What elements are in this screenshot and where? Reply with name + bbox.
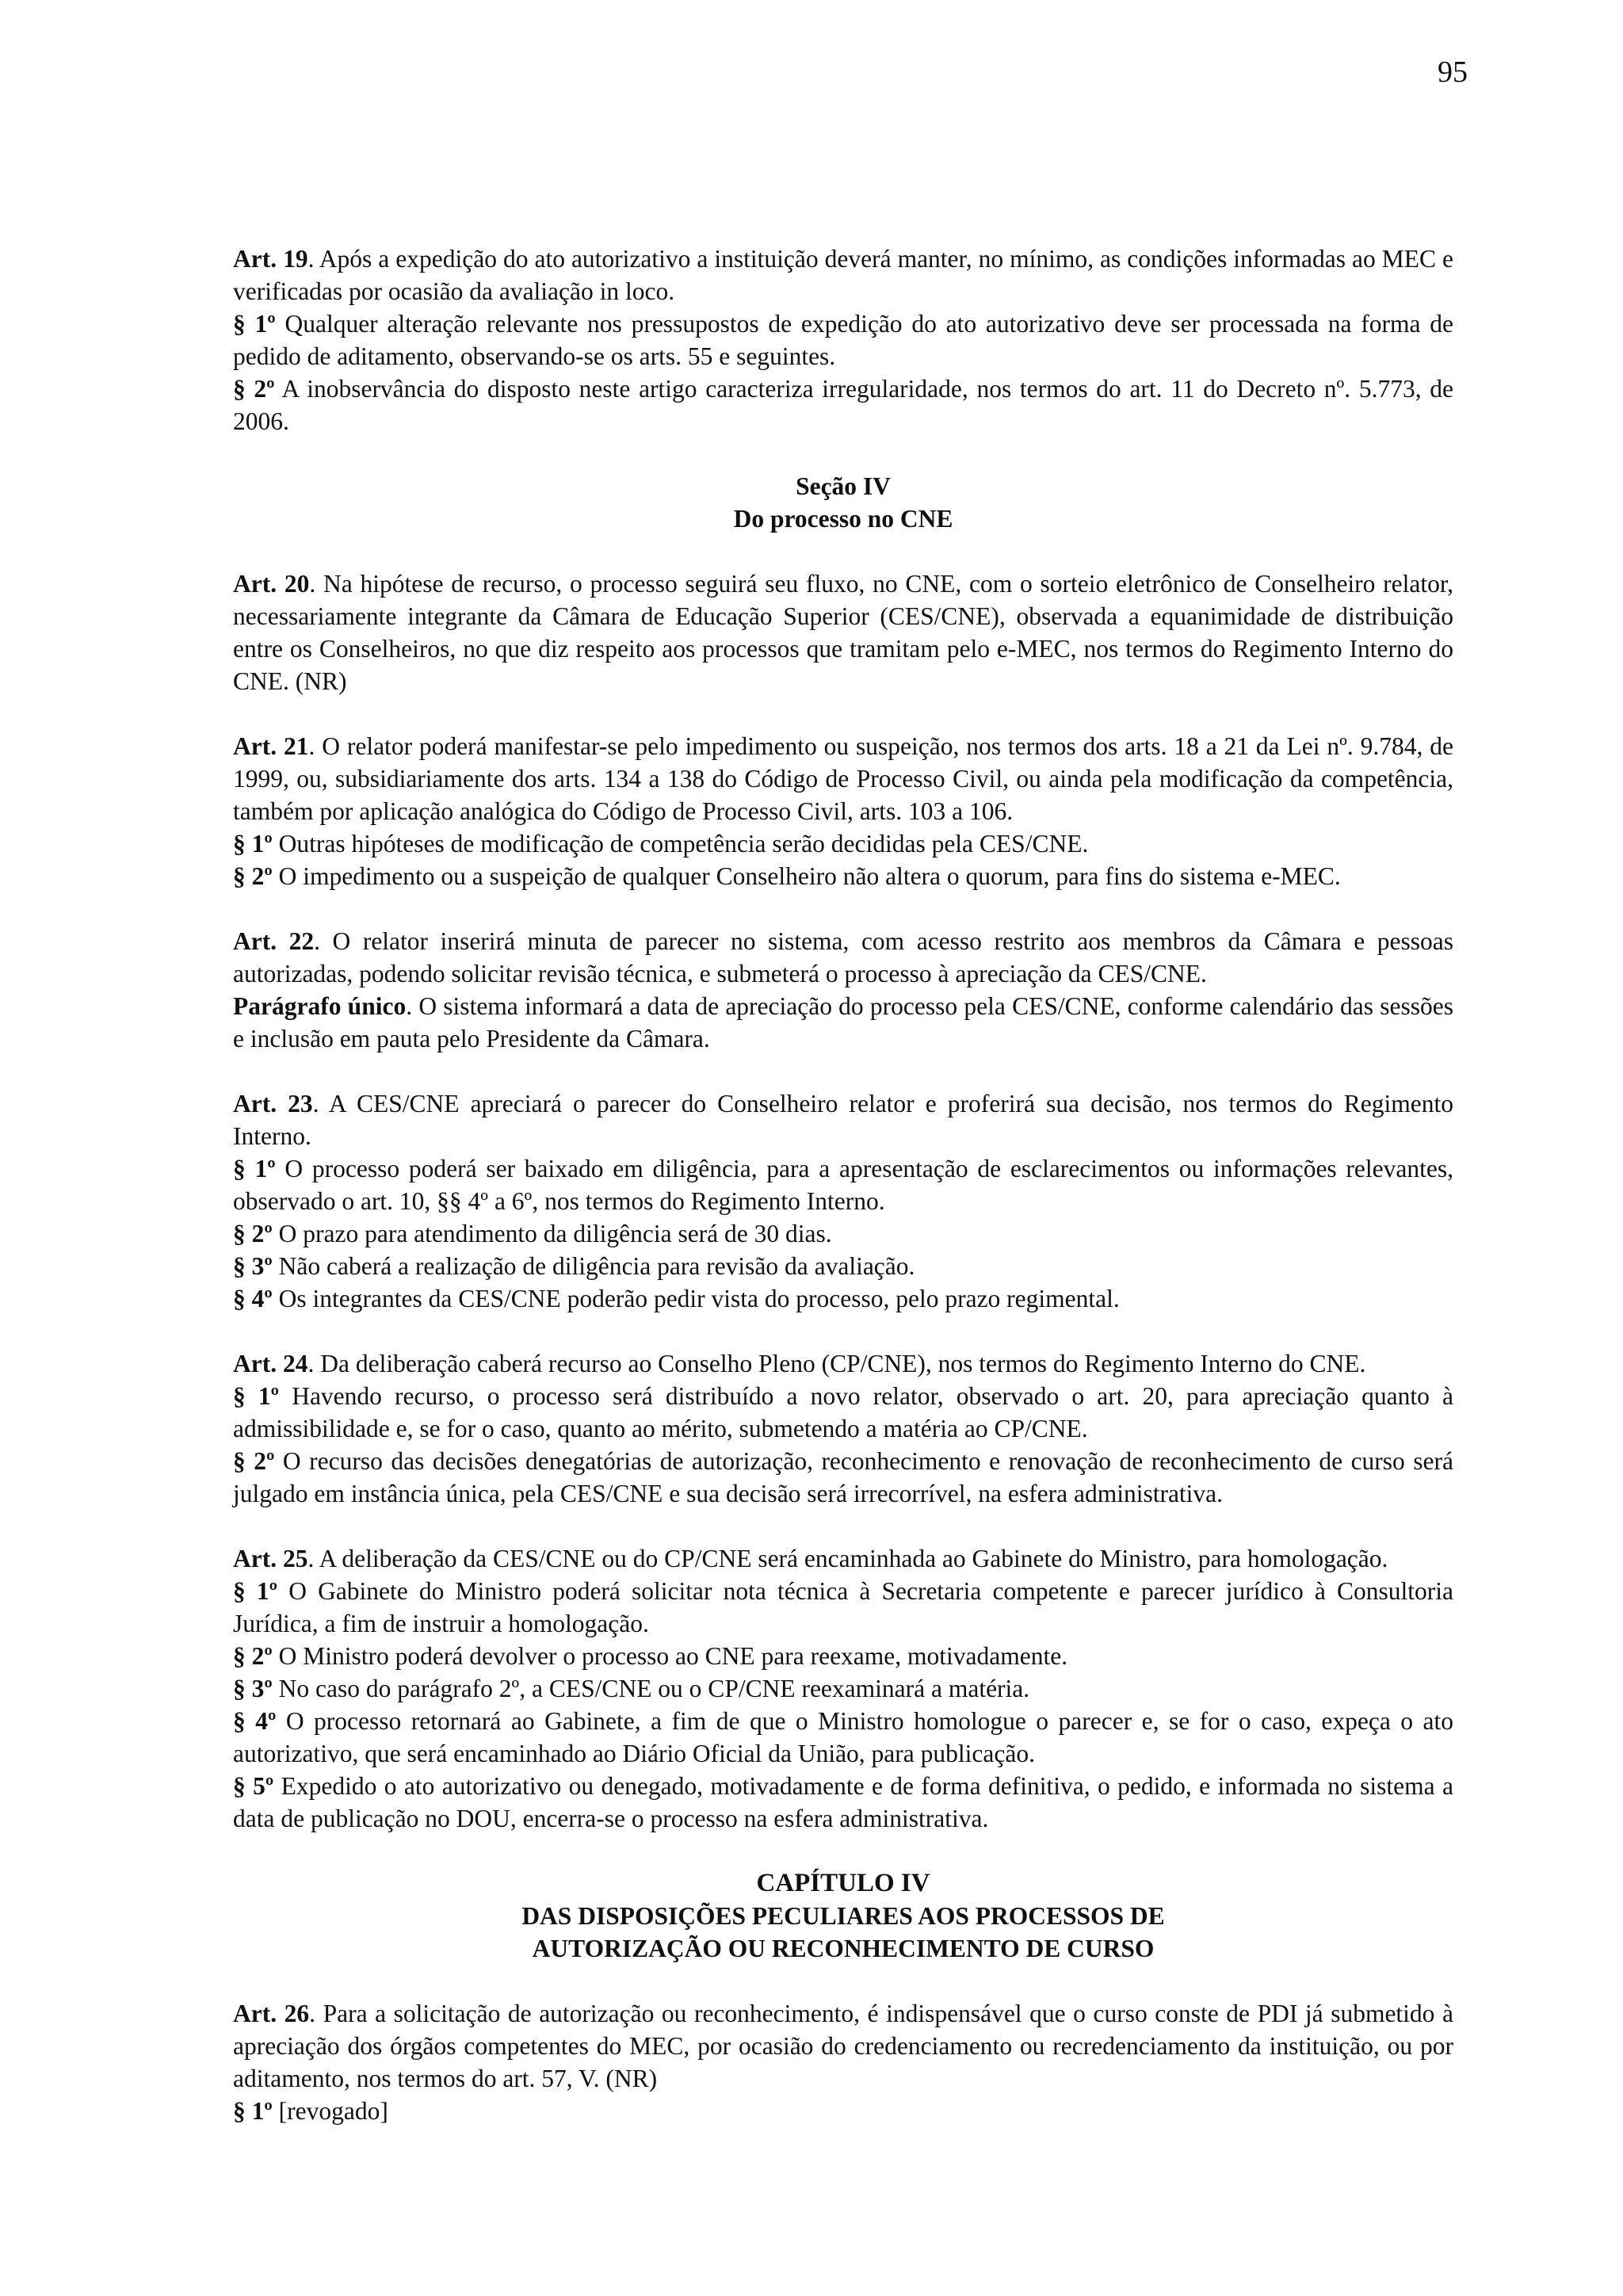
article-subparagraph: [233, 1575, 1453, 1640]
articles-after-secao: [233, 567, 1453, 1835]
paragraph-text: Os integrantes da CES/CNE poderão pedir vista do processo, pelo prazo regimental.: [272, 1285, 1120, 1312]
paragraph-label: § 2º: [233, 1447, 275, 1475]
capitulo-title-line-2: DAS DISPOSIÇÕES PECULIARES AOS PROCESSOS DE: [521, 1902, 1165, 1930]
paragraph-label: § 2º: [233, 1220, 273, 1247]
article-subparagraph: [233, 1152, 1453, 1217]
document-body: [233, 243, 1453, 2160]
article-subparagraph: [233, 1282, 1453, 1315]
article-subparagraph: [233, 1672, 1453, 1705]
paragraph-text: Expedido o ato autorizativo ou denegado, motivadamente e de forma definitiva, o pedido, e informada no sistema a data de publicação no DOU, encerra-se o processo na esfera administrativa.: [233, 1772, 1453, 1832]
paragraph-label: Art. 23: [233, 1090, 313, 1117]
paragraph-text: A inobservância do disposto neste artigo caracteriza irregularidade, nos termos do art. 11 do Decreto nº. 5.773, de 2006.: [233, 375, 1453, 435]
paragraph-text: . Para a solicitação de autorização ou reconhecimento, é indispensável que o curso conste de PDI já submetido à apreciação dos órgãos competentes do MEC, por ocasião do credenciamento ou recredenciamento da instituição, ou por aditamento, nos termos do art. 57, V. (NR): [233, 2000, 1453, 2092]
paragraph-label: § 1º: [233, 2097, 273, 2125]
article-block: [233, 1347, 1453, 1510]
article-block: [233, 1087, 1453, 1315]
paragraph-label: Art. 20: [233, 570, 310, 598]
article-paragraph: [233, 730, 1453, 827]
paragraph-text: . O relator poderá manifestar-se pelo impedimento ou suspeição, nos termos dos arts. 18 a 21 da Lei nº. 9.784, de 1999, ou, subsidiariamente dos arts. 134 a 138 do Código de Processo Civil, ou ainda pela modificação da competência, também por aplicação analógica do Código de Processo Civil, arts. 103 a 106.: [233, 732, 1453, 825]
paragraph-label: Art. 26: [233, 2000, 310, 2027]
article-paragraph: [233, 243, 1453, 308]
paragraph-label: § 3º: [233, 1252, 273, 1280]
article-block: [233, 243, 1453, 437]
article-paragraph: [233, 1997, 1453, 2095]
paragraph-label: § 4º: [233, 1285, 273, 1312]
paragraph-label: Art. 19: [233, 245, 308, 273]
paragraph-text: . A CES/CNE apreciará o parecer do Conselheiro relator e proferirá sua decisão, nos termos do Regimento Interno.: [233, 1090, 1453, 1150]
article-subparagraph: [233, 1640, 1453, 1672]
article-paragraph: [233, 1347, 1453, 1380]
secao-subtitle: Do processo no CNE: [733, 505, 953, 533]
article-subparagraph: [233, 1380, 1453, 1445]
paragraph-label: § 2º: [233, 1642, 273, 1670]
article-subparagraph: [233, 1250, 1453, 1282]
paragraph-text: . A deliberação da CES/CNE ou do CP/CNE será encaminhada ao Gabinete do Ministro, para homologação.: [307, 1545, 1388, 1572]
paragraph-text: . Na hipótese de recurso, o processo seguirá seu fluxo, no CNE, com o sorteio eletrônico de Conselheiro relator, necessariamente integrante da Câmara de Educação Superior (CES/CNE), observada a equanimidade de distribuição entre os Conselheiros, no que diz respeito aos processos que tramitam pelo e-MEC, nos termos do Regimento Interno do CNE. (NR): [233, 570, 1453, 695]
secao-heading: [233, 470, 1453, 535]
article-subparagraph: [233, 372, 1453, 437]
paragraph-text: No caso do parágrafo 2º, a CES/CNE ou o CP/CNE reexaminará a matéria.: [272, 1675, 1030, 1702]
article-paragraph: [233, 1542, 1453, 1575]
article-subparagraph: [233, 1705, 1453, 1770]
paragraph-text: . O sistema informará a data de apreciação do processo pela CES/CNE, conforme calendário das sessões e inclusão em pauta pelo Presidente da Câmara.: [233, 992, 1453, 1052]
paragraph-text: O processo retornará ao Gabinete, a fim de que o Ministro homologue o parecer e, se for o caso, expeça o ato autorizativo, que será encaminhado ao Diário Oficial da União, para publicação.: [233, 1707, 1453, 1767]
article-block: [233, 925, 1453, 1055]
paragraph-text: O prazo para atendimento da diligência será de 30 dias.: [272, 1220, 832, 1247]
article-block: [233, 1997, 1453, 2127]
capitulo-title: CAPÍTULO IV: [756, 1869, 930, 1897]
paragraph-text: Não caberá a realização de diligência para revisão da avaliação.: [272, 1252, 915, 1280]
paragraph-text: O recurso das decisões denegatórias de autorização, reconhecimento e renovação de reconhecimento de curso será julgado em instância única, pela CES/CNE e sua decisão será irrecorrível, na esfera administrativa.: [233, 1447, 1454, 1507]
secao-title: Seção IV: [796, 472, 891, 500]
article-subparagraph: [233, 990, 1453, 1055]
paragraph-label: § 5º: [233, 1772, 274, 1800]
article-paragraph: [233, 1087, 1453, 1152]
paragraph-text: [revogado]: [272, 2097, 388, 2125]
paragraph-text: Havendo recurso, o processo será distribuído a novo relator, observado o art. 20, para apreciação quanto à admissibilidade e, se for o caso, quanto ao mérito, submetendo a matéria ao CP/CNE.: [233, 1382, 1453, 1442]
page-number: 95: [1438, 55, 1468, 89]
paragraph-label: § 2º: [233, 375, 275, 403]
paragraph-text: Outras hipóteses de modificação de competência serão decididas pela CES/CNE.: [272, 830, 1089, 858]
paragraph-text: O processo poderá ser baixado em diligência, para a apresentação de esclarecimentos ou informações relevantes, observado o art. 10, §§ 4º a 6º, nos termos do Regimento Interno.: [233, 1155, 1453, 1215]
paragraph-label: § 1º: [233, 310, 276, 338]
article-subparagraph: [233, 2095, 1453, 2127]
paragraph-text: O Ministro poderá devolver o processo ao CNE para reexame, motivadamente.: [272, 1642, 1068, 1670]
articles-after-capitulo: [233, 1997, 1453, 2127]
article-subparagraph: [233, 1217, 1453, 1250]
article-subparagraph: [233, 860, 1453, 892]
article-block: [233, 1542, 1453, 1835]
paragraph-label: § 1º: [233, 1155, 276, 1182]
article-subparagraph: [233, 308, 1453, 372]
paragraph-label: § 4º: [233, 1707, 277, 1735]
paragraph-label: § 1º: [233, 1577, 278, 1605]
article-subparagraph: [233, 1445, 1453, 1510]
paragraph-label: § 3º: [233, 1675, 273, 1702]
article-subparagraph: [233, 827, 1453, 860]
paragraph-text: . O relator inserirá minuta de parecer no sistema, com acesso restrito aos membros da Câmara e pessoas autorizadas, podendo solicitar revisão técnica, e submeterá o processo à apreciação da CES/CNE.: [233, 927, 1453, 988]
capitulo-title-line-3: AUTORIZAÇÃO OU RECONHECIMENTO DE CURSO: [532, 1935, 1155, 1962]
paragraph-text: . Após a expedição do ato autorizativo a instituição deverá manter, no mínimo, as condições informadas ao MEC e verificadas por ocasião da avaliação in loco.: [233, 245, 1453, 305]
paragraph-label: § 1º: [233, 1382, 280, 1410]
paragraph-label: Parágrafo único: [233, 992, 407, 1020]
paragraph-text: O Gabinete do Ministro poderá solicitar nota técnica à Secretaria competente e parecer jurídico à Consultoria Jurídica, a fim de instruir a homologação.: [233, 1577, 1453, 1637]
articles-before-secao: [233, 243, 1453, 437]
paragraph-text: O impedimento ou a suspeição de qualquer Conselheiro não altera o quorum, para fins do sistema e-MEC.: [272, 862, 1341, 890]
capitulo-heading: [233, 1867, 1453, 1965]
article-block: [233, 567, 1453, 697]
article-block: [233, 730, 1453, 892]
article-paragraph: [233, 567, 1453, 697]
paragraph-label: Art. 21: [233, 732, 309, 760]
paragraph-label: Art. 25: [233, 1545, 308, 1572]
paragraph-text: . Da deliberação caberá recurso ao Conselho Pleno (CP/CNE), nos termos do Regimento Interno do CNE.: [307, 1350, 1366, 1377]
paragraph-label: Art. 22: [233, 927, 315, 955]
article-subparagraph: [233, 1770, 1453, 1835]
paragraph-label: § 1º: [233, 830, 273, 858]
paragraph-label: § 2º: [233, 862, 273, 890]
paragraph-label: Art. 24: [233, 1350, 308, 1377]
article-paragraph: [233, 925, 1453, 990]
paragraph-text: Qualquer alteração relevante nos pressupostos de expedição do ato autorizativo deve ser processada na forma de pedido de aditamento, observando-se os arts. 55 e seguintes.: [233, 310, 1453, 370]
